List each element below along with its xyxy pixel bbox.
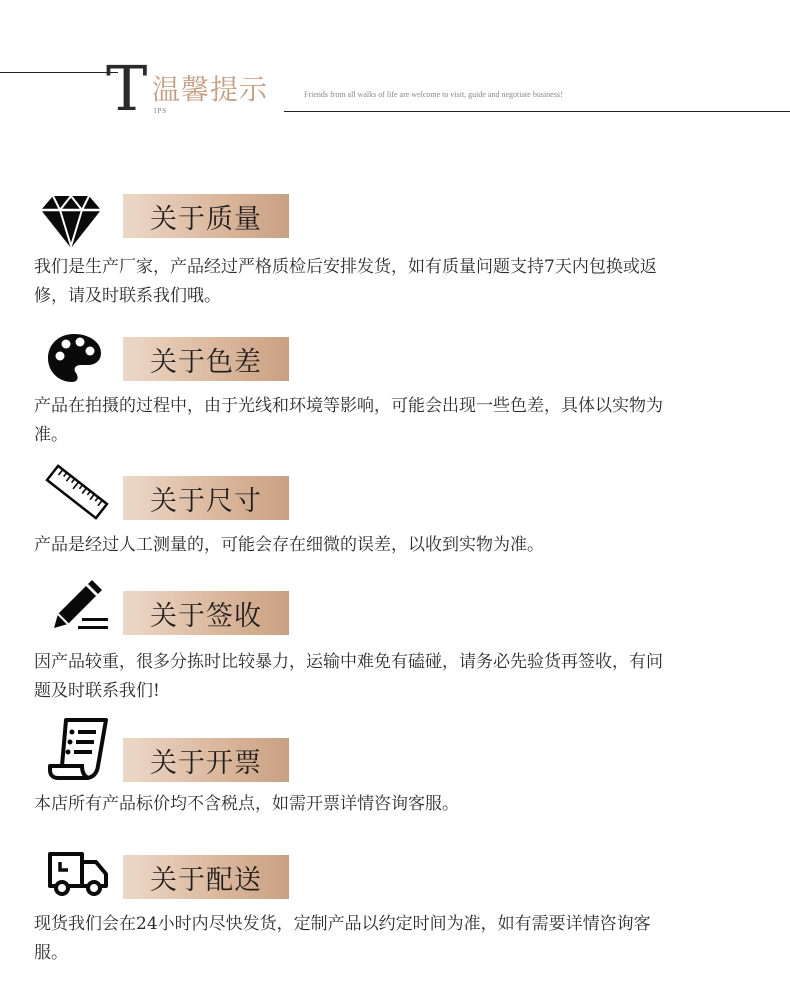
section-title: 关于质量 bbox=[123, 194, 289, 238]
pen-sign-icon bbox=[48, 576, 110, 634]
section-text: 产品是经过人工测量的，可能会存在细微的误差，以收到实物为准。 bbox=[34, 535, 544, 555]
ruler-icon bbox=[44, 460, 110, 524]
truck-icon bbox=[46, 848, 110, 900]
section-text: 我们是生产厂家，产品经过严格质检后安排发货，如有质量问题支持7天内包换或返修，请及时联系我们哦。 bbox=[34, 257, 657, 306]
header-tag: IPS bbox=[154, 107, 168, 115]
header-line-left bbox=[0, 72, 118, 73]
section-title: 关于配送 bbox=[123, 855, 289, 899]
header-big-letter: T bbox=[106, 52, 148, 125]
invoice-icon bbox=[48, 716, 110, 782]
section-title: 关于开票 bbox=[123, 738, 289, 782]
section-title: 关于色差 bbox=[123, 337, 289, 381]
section-text: 本店所有产品标价均不含税点，如需开票详情咨询客服。 bbox=[34, 794, 459, 814]
palette-icon bbox=[44, 332, 104, 384]
page-title: 温馨提示 bbox=[152, 73, 269, 106]
section-text: 现货我们会在24小时内尽快发货，定制产品以约定时间为准，如有需要详情咨询客服。 bbox=[34, 914, 651, 963]
section-text: 产品在拍摄的过程中，由于光线和环境等影响，可能会出现一些色差，具体以实物为准。 bbox=[34, 396, 663, 445]
diamond-icon bbox=[38, 192, 104, 252]
section-title: 关于尺寸 bbox=[123, 476, 289, 520]
section-title: 关于签收 bbox=[123, 591, 289, 635]
header-subtitle: Friends from all walks of life are welcome to visit, guide and negotiate business! bbox=[304, 90, 563, 99]
header-line-right bbox=[284, 111, 790, 112]
section-text: 因产品较重，很多分拣时比较暴力，运输中难免有磕碰，请务必先验货再签收，有问题及时联系我们! bbox=[34, 652, 663, 701]
